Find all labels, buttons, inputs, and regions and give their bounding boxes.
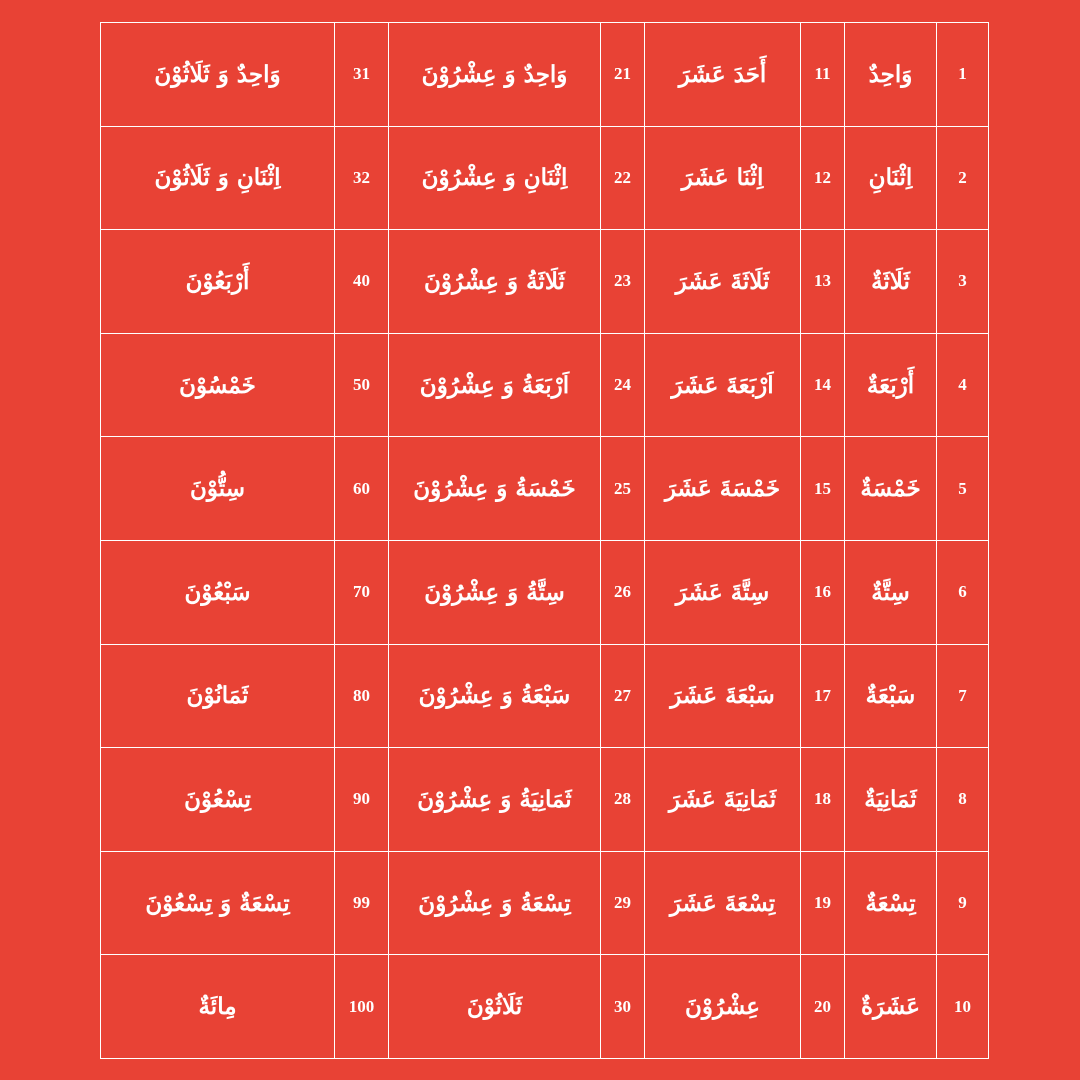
word-cell-group3: خَمْسَةُ وَ عِشْرُوْنَ — [389, 437, 601, 541]
arabic-numbers-table — [100, 22, 989, 1059]
table-body — [101, 23, 989, 1059]
word-cell-group1: ثَمَانِيَةٌ — [845, 748, 937, 852]
word-cell-group2: اَرْبَعَةَ عَشَرَ — [645, 333, 801, 437]
word-cell-group2: ثَلَاثَةَ عَشَرَ — [645, 230, 801, 334]
word-cell-group3: وَاحِدٌ وَ عِشْرُوْنَ — [389, 23, 601, 127]
number-cell-group2: 16 — [801, 540, 845, 644]
table-row — [101, 748, 989, 852]
number-cell-group1: 4 — [937, 333, 989, 437]
table-row — [101, 23, 989, 127]
number-cell-group4: 50 — [335, 333, 389, 437]
table-row — [101, 851, 989, 955]
number-cell-group3: 25 — [601, 437, 645, 541]
word-cell-group2: خَمْسَةَ عَشَرَ — [645, 437, 801, 541]
word-cell-group2: عِشْرُوْنَ — [645, 955, 801, 1059]
word-cell-group2: ثَمَانِيَةَ عَشَرَ — [645, 748, 801, 852]
word-cell-group2: سِتَّةَ عَشَرَ — [645, 540, 801, 644]
number-cell-group4: 60 — [335, 437, 389, 541]
word-cell-group2: أَحَدَ عَشَرَ — [645, 23, 801, 127]
table-row — [101, 644, 989, 748]
word-cell-group1: عَشَرَةٌ — [845, 955, 937, 1059]
number-cell-group1: 10 — [937, 955, 989, 1059]
number-cell-group2: 15 — [801, 437, 845, 541]
number-cell-group1: 3 — [937, 230, 989, 334]
number-cell-group3: 30 — [601, 955, 645, 1059]
table-row — [101, 333, 989, 437]
number-cell-group4: 90 — [335, 748, 389, 852]
number-cell-group3: 22 — [601, 126, 645, 230]
word-cell-group3: ثَمَانِيَةُ وَ عِشْرُوْنَ — [389, 748, 601, 852]
table-row — [101, 230, 989, 334]
word-cell-group1: سِتَّةٌ — [845, 540, 937, 644]
word-cell-group3: اَرْبَعَةُ وَ عِشْرُوْنَ — [389, 333, 601, 437]
number-cell-group3: 23 — [601, 230, 645, 334]
number-cell-group3: 28 — [601, 748, 645, 852]
number-cell-group4: 99 — [335, 851, 389, 955]
number-cell-group1: 1 — [937, 23, 989, 127]
word-cell-group4: سَبْعُوْنَ — [101, 540, 335, 644]
word-cell-group1: تِسْعَةٌ — [845, 851, 937, 955]
word-cell-group4: أَرْبَعُوْنَ — [101, 230, 335, 334]
word-cell-group2: تِسْعَةَ عَشَرَ — [645, 851, 801, 955]
number-cell-group2: 13 — [801, 230, 845, 334]
word-cell-group3: ثَلَاثُوْنَ — [389, 955, 601, 1059]
number-cell-group4: 100 — [335, 955, 389, 1059]
number-cell-group2: 12 — [801, 126, 845, 230]
number-cell-group1: 9 — [937, 851, 989, 955]
word-cell-group4: اِثْنَانِ وَ ثَلَاثُوْنَ — [101, 126, 335, 230]
word-cell-group4: ثَمَانُوْنَ — [101, 644, 335, 748]
word-cell-group1: خَمْسَةٌ — [845, 437, 937, 541]
number-cell-group4: 32 — [335, 126, 389, 230]
word-cell-group1: اِثْنَانِ — [845, 126, 937, 230]
word-cell-group3: سَبْعَةُ وَ عِشْرُوْنَ — [389, 644, 601, 748]
number-cell-group3: 21 — [601, 23, 645, 127]
word-cell-group2: اِثْنَا عَشَرَ — [645, 126, 801, 230]
word-cell-group2: سَبْعَةَ عَشَرَ — [645, 644, 801, 748]
number-cell-group1: 2 — [937, 126, 989, 230]
word-cell-group4: مِائَةٌ — [101, 955, 335, 1059]
word-cell-group1: سَبْعَةٌ — [845, 644, 937, 748]
word-cell-group1: أَرْبَعَةٌ — [845, 333, 937, 437]
word-cell-group3: سِتَّةُ وَ عِشْرُوْنَ — [389, 540, 601, 644]
number-cell-group3: 24 — [601, 333, 645, 437]
number-cell-group4: 70 — [335, 540, 389, 644]
number-cell-group1: 7 — [937, 644, 989, 748]
table-row — [101, 437, 989, 541]
table-row — [101, 126, 989, 230]
number-cell-group4: 80 — [335, 644, 389, 748]
word-cell-group4: تِسْعَةٌ وَ تِسْعُوْنَ — [101, 851, 335, 955]
number-cell-group3: 27 — [601, 644, 645, 748]
number-cell-group2: 18 — [801, 748, 845, 852]
number-cell-group2: 14 — [801, 333, 845, 437]
word-cell-group1: وَاحِدٌ — [845, 23, 937, 127]
word-cell-group3: اِثْنَانِ وَ عِشْرُوْنَ — [389, 126, 601, 230]
number-cell-group1: 5 — [937, 437, 989, 541]
number-cell-group3: 26 — [601, 540, 645, 644]
number-cell-group2: 19 — [801, 851, 845, 955]
number-cell-group4: 40 — [335, 230, 389, 334]
number-cell-group2: 17 — [801, 644, 845, 748]
number-cell-group3: 29 — [601, 851, 645, 955]
number-cell-group1: 6 — [937, 540, 989, 644]
word-cell-group4: وَاحِدٌ وَ ثَلَاثُوْنَ — [101, 23, 335, 127]
word-cell-group1: ثَلَاثَةٌ — [845, 230, 937, 334]
word-cell-group4: تِسْعُوْنَ — [101, 748, 335, 852]
word-cell-group3: ثَلَاثَةُ وَ عِشْرُوْنَ — [389, 230, 601, 334]
number-cell-group2: 20 — [801, 955, 845, 1059]
word-cell-group4: خَمْسُوْنَ — [101, 333, 335, 437]
number-cell-group2: 11 — [801, 23, 845, 127]
word-cell-group4: سِتُّوْنَ — [101, 437, 335, 541]
number-cell-group1: 8 — [937, 748, 989, 852]
table-row — [101, 955, 989, 1059]
table-row — [101, 540, 989, 644]
number-cell-group4: 31 — [335, 23, 389, 127]
word-cell-group3: تِسْعَةُ وَ عِشْرُوْنَ — [389, 851, 601, 955]
